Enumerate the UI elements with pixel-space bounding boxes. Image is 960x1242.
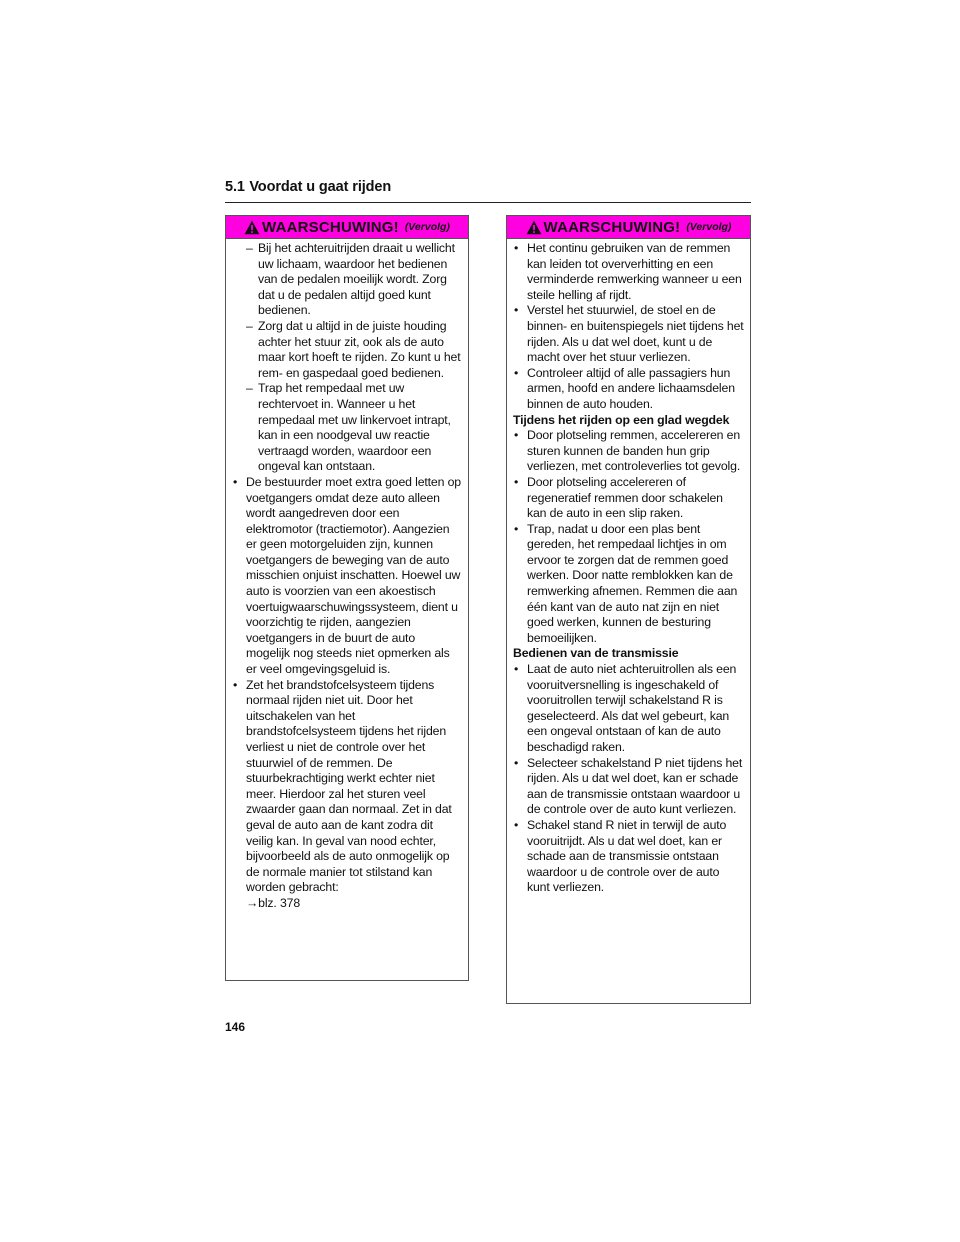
page-number: 146 — [225, 1020, 246, 1034]
section-header — [225, 178, 751, 203]
list-item: • Trap, nadat u door een plas bent gereden, het rempedaal lichtjes in om ervoor te zorgen dat de remmen goed werken. Door natte remblokken kan de remwerking afnemen. Remmen die aan één kant van de auto nat zijn en niet goed werken, kunnen de besturing bemoeilijken. — [514, 521, 738, 645]
list-item: • Door plotseling accelereren of regeneratief remmen door schakelen kan de auto in een slip raken. — [514, 474, 723, 521]
list-item: • Laat de auto niet achteruitrollen als een vooruitversnelling is ingeschakeld of vooruitrollen terwijl schakelstand R is geselecteerd. Als dat wel gebeurt, kan een ongeval ontstaan of kan de auto beschadigd raken. — [514, 662, 737, 754]
warning-label: WAARSCHUWING! — [262, 218, 399, 236]
list-item: • Door plotseling remmen, accelereren en sturen kunnen de banden hun grip verliezen, met controleverlies tot gevolg. — [514, 428, 741, 474]
subheading-slippery-road: Tijdens het rijden op een glad wegdek — [513, 412, 730, 427]
warning-banner — [507, 216, 750, 239]
warning-banner — [226, 216, 468, 239]
list-item: • Zet het brandstofcelsysteem tijdens normaal rijden niet uit. Door het uitschakelen van het brandstofcelsysteem tijdens het rijden verliest u niet de controle over het stuurwiel of de remmen. De stuurbekrachtiging werkt echter niet meer. Hierdoor zal het sturen veel zwaarder gaan dan normaal. Zet in dat geval de auto aan de kant zodra dit veilig kan. In geval van nood echter, bijvoorbeeld als de auto onmogelijk op de normale manier tot stilstand kan worden gebracht: →blz. 378 — [233, 677, 452, 910]
warning-content-left — [226, 239, 468, 912]
section-title: Voordat u gaat rijden — [249, 179, 392, 195]
section-number: 5.1 — [225, 179, 245, 195]
warning-box-right — [506, 215, 751, 1004]
page-reference-link[interactable]: →blz. 378 — [246, 895, 301, 910]
warning-triangle-icon — [244, 220, 260, 235]
warning-triangle-icon — [526, 220, 542, 235]
warning-continued: (Vervolg) — [686, 221, 732, 233]
warning-label: WAARSCHUWING! — [543, 218, 681, 236]
list-item: – Trap het rempedaal met uw rechtervoet in. Wanneer u het rempedaal met uw linkervoet intrapt, kan in een noodgeval uw reactie vertraagd worden, waardoor een ongeval kan ontstaan. — [246, 381, 451, 474]
warning-content-right — [507, 239, 750, 896]
list-item: • Selecteer schakelstand P niet tijdens het rijden. Als u dat wel doet, kan er schade aan de transmissie ontstaan waardoor u de controle over de auto kunt verliezen. — [514, 755, 743, 817]
subheading-transmission: Bedienen van de transmissie — [513, 646, 679, 661]
warning-continued: (Vervolg) — [404, 221, 450, 233]
list-item: • Het continu gebruiken van de remmen kan leiden tot oververhitting en een verminderde remwerking wanneer u een steile helling af rijdt. — [514, 241, 742, 302]
warning-box-left — [225, 215, 469, 981]
list-item: – Zorg dat u altijd in de juiste houding achter het stuur zit, ook als de auto maar kort hoeft te rijden. Zo kunt u het rem- en gaspedaal goed bedienen. — [246, 318, 461, 380]
list-item: • Schakel stand R niet in terwijl de auto vooruitrijdt. Als u dat wel doet, kan er schade aan de transmissie ontstaan waardoor u de controle over de auto kunt verliezen. — [514, 817, 727, 895]
list-item: • De bestuurder moet extra goed letten op voetgangers omdat deze auto alleen wordt aangedreven door een elektromotor (tractiemotor). Aangezien er geen motorgeluiden zijn, kunnen voetgangers de beweging van de auto misschien onjuist inschatten. Hoewel uw auto is voorzien van een akoestisch voertuigwaarschuwingssysteem, dient u voorzichtig te rijden, aangezien voetgangers in de buurt de auto mogelijk nog steeds niet opmerken als er veel omgevingsgeluid is. — [233, 474, 461, 677]
list-item: • Controleer altijd of alle passagiers hun armen, hoofd en andere lichaamsdelen binnen de auto houden. — [514, 365, 735, 411]
list-item: – Bij het achteruitrijden draait u wellicht uw lichaam, waardoor het bedienen van de pedalen moeilijk wordt. Zorg dat u de pedalen altijd goed kunt bedienen. — [246, 241, 455, 318]
list-item: • Verstel het stuurwiel, de stoel en de binnen- en buitenspiegels niet tijdens het rijden. Als u dat wel doet, kunt u de macht over het stuur verliezen. — [514, 303, 744, 365]
